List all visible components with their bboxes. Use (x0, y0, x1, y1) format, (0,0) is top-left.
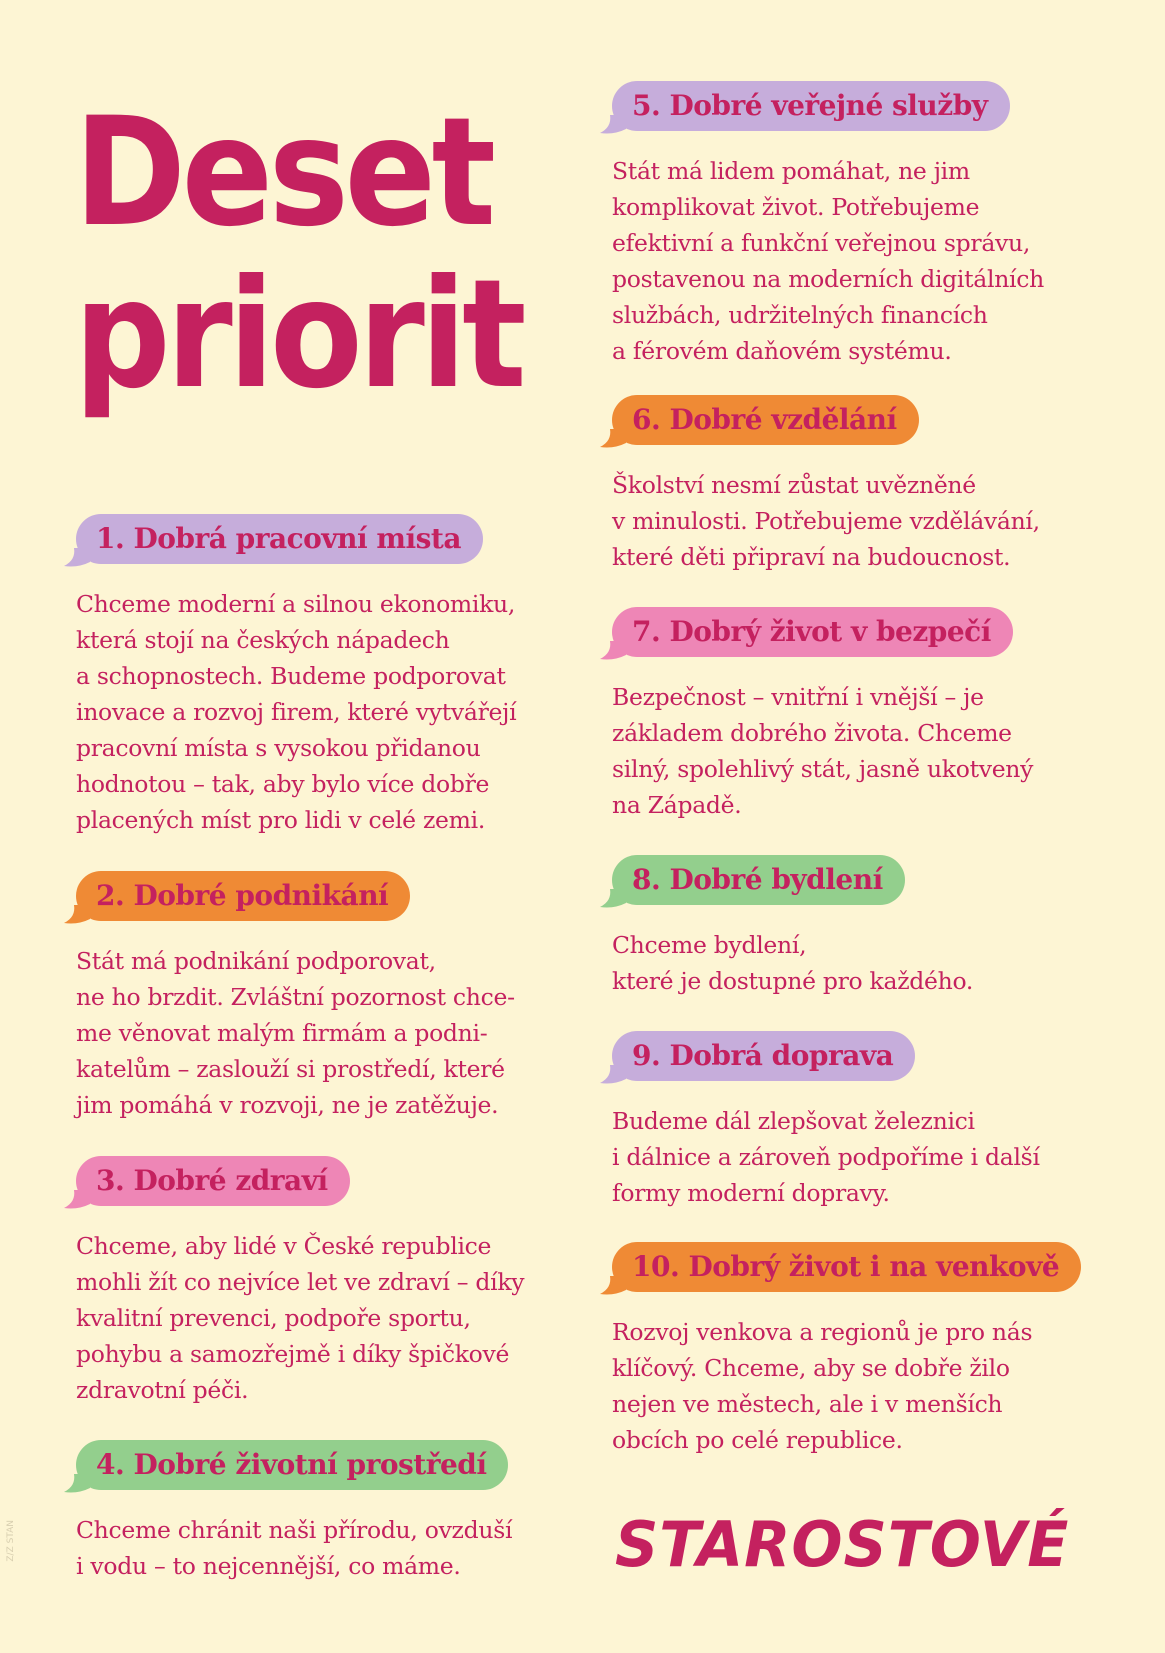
priority-text-8: Chceme bydlení, které je dostupné pro každého. (612, 931, 974, 995)
priority-text-7: Bezpečnost – vnitřní i vnější – je základem dobrého života. Chceme silný, spolehlivý stát, jasně ukotvený na Západě. (612, 683, 1034, 819)
priority-9 (612, 1031, 1082, 1211)
priority-heading-1 (76, 514, 483, 564)
priority-5 (612, 81, 1082, 369)
priority-text-10: Rozvoj venkova a regionů je pro nás klíčový. Chceme, aby se dobře žilo nejen ve městech, ale i v menších obcích po celé republice. (612, 1318, 1033, 1454)
title-line-2: priorit (74, 248, 523, 422)
priority-6 (612, 395, 1082, 575)
priority-10 (612, 1242, 1082, 1458)
speech-tail (64, 548, 90, 568)
priority-heading-8 (612, 855, 905, 905)
speech-tail (600, 429, 626, 449)
starostove-logo: STAROSTOVÉ (615, 1508, 1070, 1581)
page-title (74, 86, 572, 422)
speech-tail (64, 1474, 90, 1494)
priority-heading-label: 10. Dobrý život i na venkově (632, 1250, 1060, 1283)
priority-text-9: Budeme dál zlepšovat železnici i dálnice a zároveň podpoříme i další formy moderní dopravy. (612, 1107, 1040, 1207)
speech-tail (64, 1190, 90, 1210)
priority-1 (76, 514, 546, 838)
priority-text-6: Školství nesmí zůstat uvězněné v minulosti. Potřebujeme vzdělávání, které děti připraví na budoucnost. (612, 471, 1040, 571)
priority-heading-label: 5. Dobré veřejné služby (632, 89, 988, 122)
priority-heading-label: 3. Dobré zdraví (96, 1164, 328, 1197)
priority-heading-label: 2. Dobré podnikání (96, 879, 389, 912)
priority-8 (612, 855, 1082, 999)
priority-heading-label: 8. Dobré bydlení (632, 863, 883, 896)
priority-heading-9 (612, 1031, 915, 1081)
speech-tail (600, 641, 626, 661)
priority-heading-label: 6. Dobré vzdělání (632, 403, 897, 436)
priority-heading-7 (612, 607, 1013, 657)
speech-tail (64, 905, 90, 925)
priority-heading-2 (76, 871, 410, 921)
priority-heading-10 (612, 1242, 1081, 1292)
priority-heading-5 (612, 81, 1010, 131)
priority-heading-4 (76, 1440, 508, 1490)
priority-heading-label: 1. Dobrá pracovní místa (96, 522, 461, 555)
priority-4 (76, 1440, 546, 1584)
speech-tail (600, 889, 626, 909)
speech-tail (600, 1065, 626, 1085)
priority-text-4: Chceme chránit naši přírodu, ovzduší i vodu – to nejcennější, co máme. (76, 1516, 513, 1580)
title-line-1: Deset (74, 86, 492, 260)
priority-heading-6 (612, 395, 919, 445)
priority-3 (76, 1156, 546, 1408)
priority-heading-label: 7. Dobrý život v bezpečí (632, 615, 991, 648)
priority-text-3: Chceme, aby lidé v České republice mohli žít co nejvíce let ve zdraví – díky kvalitní prevenci, podpoře sportu, pohybu a samozřejmě i díky špičkové zdravotní péči. (76, 1232, 525, 1404)
speech-tail (600, 1276, 626, 1296)
print-credit: Z/Z STAN (6, 1520, 16, 1562)
priority-heading-3 (76, 1156, 350, 1206)
priority-heading-label: 4. Dobré životní prostředí (96, 1448, 487, 1481)
priority-text-5: Stát má lidem pomáhat, ne jim komplikovat život. Potřebujeme efektivní a funkční veřejnou správu, postavenou na moderních digitálních službách, udržitelných financích a férovém daňovém systému. (612, 157, 1044, 365)
speech-tail (600, 115, 626, 135)
priority-text-2: Stát má podnikání podporovat, ne ho brzdit. Zvláštní pozornost chce- me věnovat malým firmám a podni- katelům – zaslouží si prostředí, které jim pomáhá v rozvoji, ne je zatěžuje. (76, 947, 515, 1119)
priority-7 (612, 607, 1082, 823)
priority-text-1: Chceme moderní a silnou ekonomiku, která stojí na českých nápadech a schopnostech. Budeme podporovat inovace a rozvoj firem, které vytvářejí pracovní místa s vysokou přidanou hodnotou – tak, aby bylo více dobře placených míst pro lidi v celé zemi. (76, 590, 517, 834)
priority-2 (76, 871, 546, 1123)
priority-heading-label: 9. Dobrá doprava (632, 1039, 894, 1072)
